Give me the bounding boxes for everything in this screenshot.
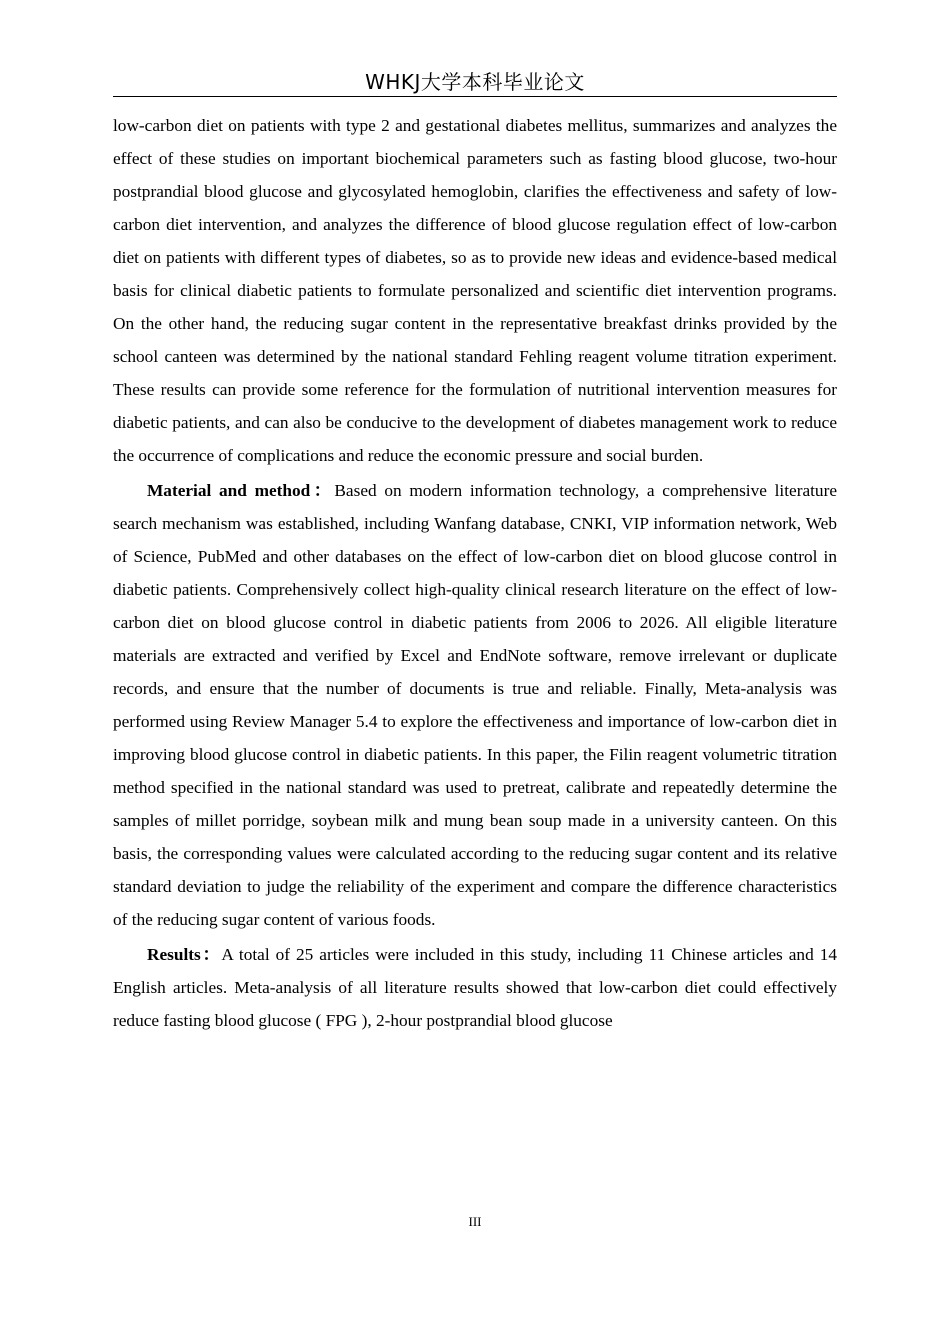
abstract-body (113, 109, 837, 1039)
results-text: A total of 25 articles were included in this study, including 11 Chinese articles and 14 English articles. Meta-analysis of all literature results showed that low-carbon diet could effectively reduce fasting blood glucose ( FPG ), 2-hour postprandial blood glucose (113, 945, 837, 1030)
section-label-material-and-method: Material and method： (147, 481, 335, 500)
paragraph-intro-continuation: low-carbon diet on patients with type 2 and gestational diabetes mellitus, summarizes and analyzes the effect of these studies on important biochemical parameters such as fasting blood glucose, two-hour postprandial blood glucose and glycosylated hemoglobin, clarifies the effectiveness and safety of low-carbon diet intervention, and analyzes the difference of blood glucose regulation effect of low-carbon diet on patients with different types of diabetes, so as to provide new ideas and evidence-based medical basis for clinical diabetic patients to formulate personalized and scientific diet intervention programs. On the other hand, the reducing sugar content in the representative breakfast drinks provided by the school canteen was determined by the national standard Fehling reagent volume titration experiment. These results can provide some reference for the formulation of nutritional intervention measures for diabetic patients, and can also be conducive to the development of diabetes management work to reduce the occurrence of complications and reduce the economic pressure and social burden. (113, 116, 837, 465)
running-header: WHKJ大学本科毕业论文 (365, 70, 585, 94)
section-label-results: Results： (147, 945, 222, 964)
page-number: III (468, 1214, 482, 1229)
header-rule (113, 96, 837, 97)
paragraph-material-and-method (113, 474, 837, 936)
material-and-method-text: Based on modern information technology, a comprehensive literature search mechanism was established, including Wanfang database, CNKI, VIP information network, Web of Science, PubMed and other databases on the effect of low-carbon diet on blood glucose control in diabetic patients. Comprehensively collect high-quality clinical research literature on the effect of low-carbon diet on blood glucose control in diabetic patients from 2006 to 2026. All eligible literature materials are extracted and verified by Excel and EndNote software, remove irrelevant or duplicate records, and ensure that the number of documents is true and reliable. Finally, Meta-analysis was performed using Review Manager 5.4 to explore the effectiveness and importance of low-carbon diet in improving blood glucose control in diabetic patients. In this paper, the Filin reagent volumetric titration method specified in the national standard was used to pretreat, calibrate and repeatedly determine the samples of millet porridge, soybean milk and mung bean soup made in a university canteen. On this basis, the corresponding values were calculated according to the reducing sugar content and its relative standard deviation to judge the reliability of the experiment and compare the difference characteristics of the reducing sugar content of various foods. (113, 481, 837, 929)
paragraph-results (113, 938, 837, 1037)
